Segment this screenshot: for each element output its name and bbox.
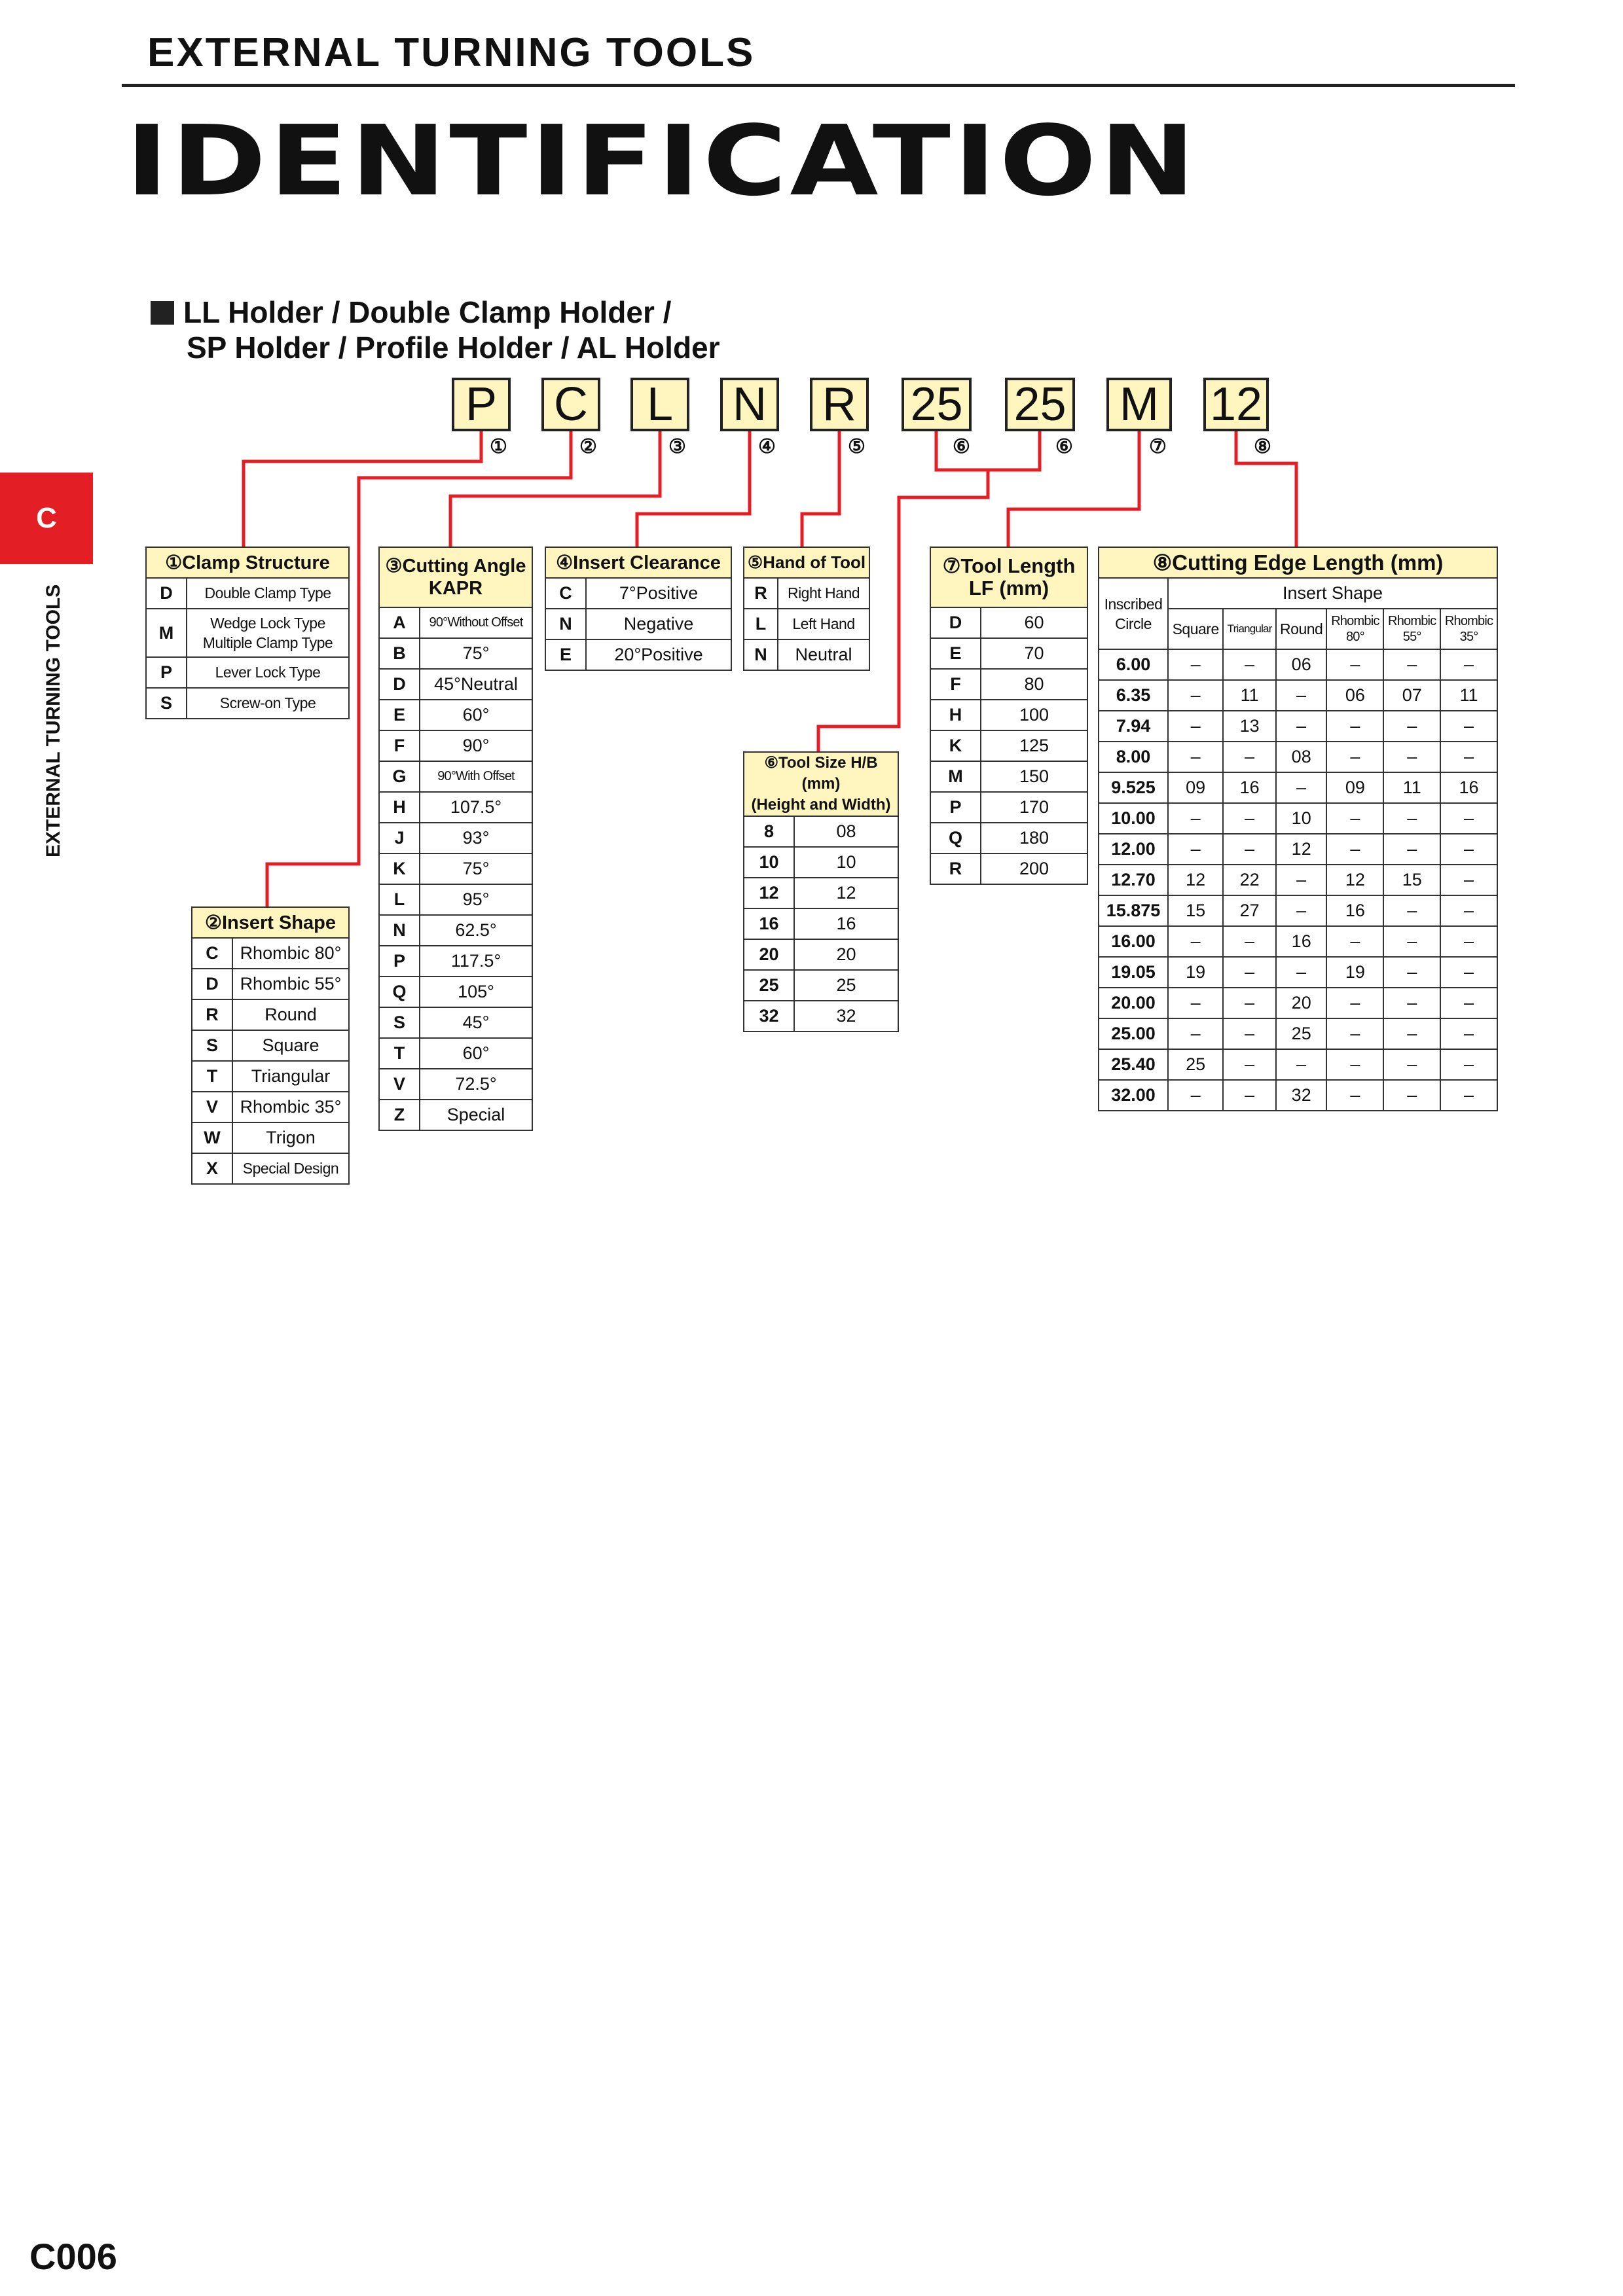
table-cell: E: [930, 638, 981, 669]
table-cell: –: [1326, 1080, 1383, 1111]
inscribed-circle-cell: 8.00: [1099, 742, 1168, 772]
table-cell: –: [1168, 988, 1223, 1018]
table-cell: Triangular: [232, 1061, 349, 1092]
table-cell: –: [1440, 711, 1497, 742]
table-cell: 117.5°: [420, 946, 532, 977]
table-cell: A: [379, 607, 420, 638]
section-title-line2: SP Holder / Profile Holder / AL Holder: [187, 331, 720, 365]
table-cell: –: [1440, 988, 1497, 1018]
table-cell: P: [930, 792, 981, 823]
table-cell: C: [192, 938, 232, 969]
table-cell: 72.5°: [420, 1069, 532, 1100]
section-tab[interactable]: C: [0, 473, 93, 564]
table-cell: –: [1326, 1018, 1383, 1049]
table-cell: 60°: [420, 1038, 532, 1069]
table-cell: –: [1276, 865, 1327, 895]
table-cell: 12: [1276, 834, 1327, 865]
table-cell: –: [1223, 1080, 1276, 1111]
table-row: [1099, 926, 1497, 957]
table-cell: –: [1440, 895, 1497, 926]
table-cell: Q: [930, 823, 981, 853]
insert-shape-table: [191, 906, 350, 1185]
inscribed-circle-cell: 6.00: [1099, 649, 1168, 680]
table-cell: L: [744, 609, 778, 639]
cutting-edge-length-table: [1098, 547, 1498, 1111]
table-cell: –: [1383, 926, 1440, 957]
table-cell: –: [1168, 1080, 1223, 1111]
tool-length-header: [930, 547, 1087, 607]
table-cell: Special: [420, 1100, 532, 1130]
table-cell: 15: [1168, 895, 1223, 926]
table-row: [1099, 865, 1497, 895]
cutting-angle-header: [379, 547, 532, 607]
table-cell: –: [1440, 1018, 1497, 1049]
table-cell: Screw-on Type: [187, 688, 349, 719]
table-cell: V: [192, 1092, 232, 1122]
table-cell: Q: [379, 977, 420, 1007]
table-cell: –: [1326, 834, 1383, 865]
table-cell: –: [1168, 649, 1223, 680]
inscribed-circle-cell: 20.00: [1099, 988, 1168, 1018]
page-title: IDENTIFICATION: [126, 105, 1199, 217]
table-cell: 25: [794, 970, 898, 1001]
table-cell: 75°: [420, 853, 532, 884]
connector-7: [1008, 431, 1139, 547]
table-row: [1099, 1049, 1497, 1080]
table-cell: 12: [1168, 865, 1223, 895]
table-cell: 06: [1326, 680, 1383, 711]
table-cell: 09: [1168, 772, 1223, 803]
table-cell: Square: [232, 1030, 349, 1061]
table-cell: 09: [1326, 772, 1383, 803]
table-cell: 25: [1168, 1049, 1223, 1080]
table-cell: –: [1223, 957, 1276, 988]
table-cell: –: [1440, 649, 1497, 680]
table-cell: S: [379, 1007, 420, 1038]
inscribed-circle-cell: 15.875: [1099, 895, 1168, 926]
table-cell: 11: [1440, 680, 1497, 711]
table-cell: Trigon: [232, 1122, 349, 1153]
table-cell: 10: [794, 847, 898, 878]
table-cell: 105°: [420, 977, 532, 1007]
table-cell: 45°: [420, 1007, 532, 1038]
code-box-7: M: [1106, 378, 1172, 431]
table-cell: 100: [981, 700, 1087, 730]
code-number-7: ⑦: [1149, 436, 1167, 457]
table-row: [1099, 680, 1497, 711]
table-cell: 20: [744, 939, 794, 970]
table-cell: 16: [744, 908, 794, 939]
table-cell: 75°: [420, 638, 532, 669]
table-cell: N: [744, 639, 778, 670]
table-cell: –: [1168, 742, 1223, 772]
table-cell: R: [744, 578, 778, 609]
table-cell: –: [1383, 711, 1440, 742]
code-box-5: R: [810, 378, 869, 431]
table-cell: M: [146, 609, 187, 657]
cutting-angle-subtitle: KAPR: [428, 578, 483, 599]
clamp-structure-table: [145, 547, 350, 719]
table-cell: 19: [1326, 957, 1383, 988]
table-cell: 45°Neutral: [420, 669, 532, 700]
table-cell: Right Hand: [778, 578, 869, 609]
inscribed-circle-header: Inscribed Circle: [1099, 578, 1168, 649]
table-cell: Wedge Lock Type Multiple Clamp Type: [187, 609, 349, 657]
table-cell: –: [1383, 1080, 1440, 1111]
table-cell: 200: [981, 853, 1087, 884]
table-cell: 16: [1440, 772, 1497, 803]
table-cell: 8: [744, 816, 794, 847]
table-cell: –: [1276, 711, 1327, 742]
code-box-8: 12: [1203, 378, 1269, 431]
inscribed-circle-cell: 19.05: [1099, 957, 1168, 988]
code-number-8: ⑧: [1254, 436, 1271, 457]
table-cell: 10: [1276, 803, 1327, 834]
table-cell: Z: [379, 1100, 420, 1130]
table-cell: V: [379, 1069, 420, 1100]
table-cell: 12: [1326, 865, 1383, 895]
insert-clearance-table: [545, 547, 732, 671]
table-cell: 08: [1276, 742, 1327, 772]
tool-length-title: ⑦Tool Length: [942, 554, 1076, 577]
table-cell: –: [1326, 803, 1383, 834]
hand-of-tool-title: ⑤Hand of Tool: [744, 547, 869, 578]
cutting-edge-title: ⑧Cutting Edge Length (mm): [1099, 547, 1497, 578]
code-box-6b: 25: [1005, 378, 1075, 431]
table-cell: S: [192, 1030, 232, 1061]
inscribed-circle-cell: 12.70: [1099, 865, 1168, 895]
column-header: Triangular: [1223, 609, 1276, 649]
table-row: [1099, 1080, 1497, 1111]
cutting-angle-table: [378, 547, 533, 1131]
table-cell: 25: [1276, 1018, 1327, 1049]
table-cell: 90°: [420, 730, 532, 761]
table-cell: Double Clamp Type: [187, 578, 349, 609]
cutting-angle-title: ③Cutting Angle: [385, 556, 526, 577]
inscribed-circle-cell: 32.00: [1099, 1080, 1168, 1111]
tool-size-title: ⑥Tool Size H/B (mm): [764, 754, 878, 793]
table-cell: 15: [1383, 865, 1440, 895]
table-cell: 90°With Offset: [420, 761, 532, 792]
table-cell: D: [930, 607, 981, 638]
code-box-6a: 25: [902, 378, 972, 431]
table-cell: 150: [981, 761, 1087, 792]
table-cell: –: [1168, 1018, 1223, 1049]
table-row: [1099, 711, 1497, 742]
column-header: Square: [1168, 609, 1223, 649]
table-cell: –: [1276, 895, 1327, 926]
table-cell: C: [545, 578, 586, 609]
table-cell: 93°: [420, 823, 532, 853]
connector-1: [244, 431, 481, 547]
table-cell: –: [1326, 742, 1383, 772]
table-cell: 60: [981, 607, 1087, 638]
table-cell: –: [1383, 742, 1440, 772]
table-cell: –: [1383, 1018, 1440, 1049]
table-cell: Rhombic 80°: [232, 938, 349, 969]
table-cell: 170: [981, 792, 1087, 823]
table-cell: –: [1383, 803, 1440, 834]
table-cell: –: [1383, 834, 1440, 865]
table-cell: –: [1326, 988, 1383, 1018]
inscribed-circle-cell: 12.00: [1099, 834, 1168, 865]
table-cell: P: [379, 946, 420, 977]
table-cell: 60°: [420, 700, 532, 730]
table-cell: 12: [744, 878, 794, 908]
table-cell: J: [379, 823, 420, 853]
table-cell: –: [1276, 680, 1327, 711]
table-cell: K: [379, 853, 420, 884]
table-cell: –: [1168, 680, 1223, 711]
table-cell: –: [1440, 742, 1497, 772]
table-cell: M: [930, 761, 981, 792]
table-cell: F: [930, 669, 981, 700]
table-cell: –: [1383, 895, 1440, 926]
table-cell: –: [1440, 1049, 1497, 1080]
table-cell: P: [146, 657, 187, 688]
table-cell: E: [379, 700, 420, 730]
code-number-1: ①: [490, 436, 507, 457]
table-cell: 180: [981, 823, 1087, 853]
table-cell: R: [192, 999, 232, 1030]
table-row: [1099, 834, 1497, 865]
table-cell: –: [1276, 1049, 1327, 1080]
tool-size-subtitle: (Height and Width): [751, 796, 891, 814]
table-row: [1099, 772, 1497, 803]
inscribed-circle-cell: 7.94: [1099, 711, 1168, 742]
table-cell: –: [1223, 742, 1276, 772]
table-cell: 22: [1223, 865, 1276, 895]
code-box-2: C: [541, 378, 600, 431]
connector-6: [936, 431, 1040, 470]
insert-shape-header: Insert Shape: [1168, 578, 1497, 609]
table-cell: 16: [794, 908, 898, 939]
code-number-3: ③: [668, 436, 686, 457]
inscribed-circle-cell: 10.00: [1099, 803, 1168, 834]
table-cell: –: [1223, 1018, 1276, 1049]
table-cell: 07: [1383, 680, 1440, 711]
table-cell: –: [1223, 834, 1276, 865]
table-cell: 06: [1276, 649, 1327, 680]
table-cell: 25: [744, 970, 794, 1001]
table-cell: Negative: [586, 609, 731, 639]
side-section-label: EXTERNAL TURNING TOOLS: [43, 584, 64, 857]
code-number-5: ⑤: [848, 436, 866, 457]
table-cell: –: [1326, 711, 1383, 742]
table-cell: 32: [744, 1001, 794, 1031]
tool-length-subtitle: LF (mm): [968, 577, 1049, 600]
table-cell: –: [1168, 803, 1223, 834]
tool-length-table: [930, 547, 1088, 885]
table-cell: D: [146, 578, 187, 609]
table-cell: 32: [1276, 1080, 1327, 1111]
table-cell: Left Hand: [778, 609, 869, 639]
table-row: [1099, 803, 1497, 834]
table-cell: –: [1326, 649, 1383, 680]
table-cell: 19: [1168, 957, 1223, 988]
clamp-structure-title: ①Clamp Structure: [146, 547, 349, 578]
section-title-line1: LL Holder / Double Clamp Holder /: [183, 295, 672, 329]
table-cell: W: [192, 1122, 232, 1153]
table-cell: –: [1168, 834, 1223, 865]
table-cell: –: [1276, 772, 1327, 803]
table-cell: H: [930, 700, 981, 730]
table-cell: –: [1383, 649, 1440, 680]
table-cell: 70: [981, 638, 1087, 669]
table-cell: –: [1440, 1080, 1497, 1111]
table-row: [1099, 895, 1497, 926]
table-cell: 20°Positive: [586, 639, 731, 670]
code-number-4: ④: [758, 436, 776, 457]
table-cell: 62.5°: [420, 915, 532, 946]
table-cell: T: [379, 1038, 420, 1069]
table-cell: –: [1383, 1049, 1440, 1080]
table-cell: –: [1440, 957, 1497, 988]
table-cell: B: [379, 638, 420, 669]
table-row: [1099, 988, 1497, 1018]
table-cell: –: [1440, 803, 1497, 834]
table-cell: 20: [1276, 988, 1327, 1018]
column-header: Rhombic 55°: [1383, 609, 1440, 649]
table-cell: 32: [794, 1001, 898, 1031]
table-row: [1099, 649, 1497, 680]
cutting-edge-rows: [1099, 649, 1497, 1111]
code-box-1: P: [452, 378, 511, 431]
table-cell: –: [1223, 803, 1276, 834]
table-cell: L: [379, 884, 420, 915]
table-cell: Neutral: [778, 639, 869, 670]
connector-4: [637, 431, 750, 547]
page-number: C006: [29, 2236, 117, 2277]
insert-clearance-title: ④Insert Clearance: [545, 547, 731, 578]
connector-5: [802, 431, 839, 547]
table-cell: –: [1168, 926, 1223, 957]
inscribed-circle-cell: 25.00: [1099, 1018, 1168, 1049]
code-box-3: L: [630, 378, 689, 431]
table-cell: 95°: [420, 884, 532, 915]
inscribed-circle-cell: 9.525: [1099, 772, 1168, 803]
table-cell: R: [930, 853, 981, 884]
table-cell: Rhombic 35°: [232, 1092, 349, 1122]
table-cell: 12: [794, 878, 898, 908]
table-cell: 10: [744, 847, 794, 878]
column-header: Round: [1276, 609, 1327, 649]
table-cell: K: [930, 730, 981, 761]
table-cell: H: [379, 792, 420, 823]
table-cell: –: [1383, 957, 1440, 988]
table-cell: –: [1440, 865, 1497, 895]
table-cell: Special Design: [232, 1153, 349, 1184]
table-cell: 16: [1326, 895, 1383, 926]
code-number-6a: ⑥: [953, 436, 970, 457]
table-cell: –: [1383, 988, 1440, 1018]
table-cell: 16: [1276, 926, 1327, 957]
table-cell: –: [1223, 988, 1276, 1018]
table-row: [1099, 1018, 1497, 1049]
table-cell: –: [1168, 711, 1223, 742]
table-row: [1099, 957, 1497, 988]
table-cell: X: [192, 1153, 232, 1184]
column-header: Rhombic 35°: [1440, 609, 1497, 649]
table-cell: S: [146, 688, 187, 719]
table-cell: 27: [1223, 895, 1276, 926]
table-cell: T: [192, 1061, 232, 1092]
table-cell: 11: [1383, 772, 1440, 803]
table-cell: 7°Positive: [586, 578, 731, 609]
code-box-4: N: [720, 378, 779, 431]
table-cell: D: [192, 969, 232, 999]
table-cell: –: [1223, 1049, 1276, 1080]
tool-size-table: [743, 751, 899, 1032]
table-cell: –: [1276, 957, 1327, 988]
table-cell: 107.5°: [420, 792, 532, 823]
table-cell: –: [1223, 649, 1276, 680]
table-cell: 11: [1223, 680, 1276, 711]
table-cell: Lever Lock Type: [187, 657, 349, 688]
table-cell: F: [379, 730, 420, 761]
code-number-2: ②: [579, 436, 597, 457]
table-cell: 20: [794, 939, 898, 970]
table-cell: N: [379, 915, 420, 946]
table-cell: 90°Without Offset: [420, 607, 532, 638]
tool-size-header: [744, 752, 898, 816]
inscribed-circle-cell: 16.00: [1099, 926, 1168, 957]
header-subtitle: EXTERNAL TURNING TOOLS: [147, 30, 756, 75]
hand-of-tool-table: [743, 547, 870, 671]
table-cell: Round: [232, 999, 349, 1030]
code-number-6b: ⑥: [1055, 436, 1073, 457]
table-cell: 08: [794, 816, 898, 847]
inscribed-circle-cell: 25.40: [1099, 1049, 1168, 1080]
table-cell: 13: [1223, 711, 1276, 742]
table-cell: G: [379, 761, 420, 792]
insert-shape-title: ②Insert Shape: [192, 907, 349, 938]
table-cell: –: [1440, 926, 1497, 957]
table-cell: –: [1326, 926, 1383, 957]
table-cell: 125: [981, 730, 1087, 761]
inscribed-circle-cell: 6.35: [1099, 680, 1168, 711]
table-cell: D: [379, 669, 420, 700]
table-cell: –: [1440, 834, 1497, 865]
table-cell: Rhombic 55°: [232, 969, 349, 999]
table-cell: 16: [1223, 772, 1276, 803]
table-row: [1099, 742, 1497, 772]
column-header: Rhombic 80°: [1326, 609, 1383, 649]
table-cell: –: [1223, 926, 1276, 957]
table-cell: –: [1326, 1049, 1383, 1080]
table-cell: E: [545, 639, 586, 670]
table-cell: N: [545, 609, 586, 639]
table-cell: 80: [981, 669, 1087, 700]
